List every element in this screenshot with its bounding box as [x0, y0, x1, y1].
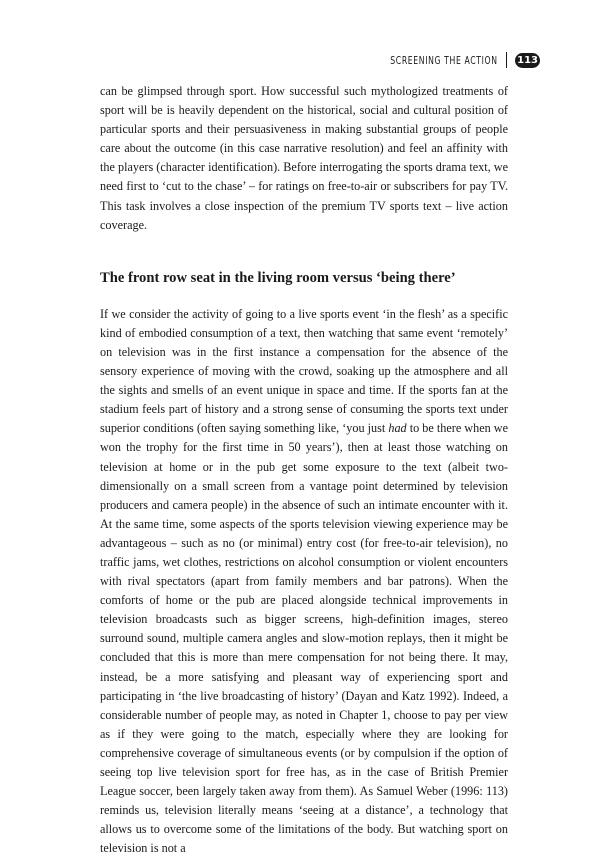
section-heading: The front row seat in the living room versus ‘being there’	[100, 269, 456, 286]
paragraph-main-text-2: to be there when we won the trophy for the first time in 50 years’), then at least those watching on television at home or in the pub get some exposure to the text (albeit two-dimensionally on a small screen from a vantage point determined by television producers and camera people) in the absence of such an intimate encounter with it. At the same time, some aspects of the sports television viewing experience may be advantageous – such as no (or minimal) entry cost (for free-to-air television), no traffic jams, wet clothes, restrictions on alcohol consumption or violent encounters with rival spectators (apart from family members and bar patrons). When the comforts of home or the pub are placed alongside technical improvements in television broadcasts such as bigger screens, high-definition images, stereo surround sound, multiple camera angles and slow-motion replays, then it might be concluded that this is more than mere compensation for not being there. It may, instead, be a more satisfying and pleasant way of experiencing sport and participating in ‘the live broadcasting of history’ (Dayan and Katz 1992). Indeed, a considerable number of people may, as noted in Chapter 1, choose to pay per view as if they were going to the match, especially where they are looking for comprehensive coverage of simultaneous events (or by compulsion if the option of seeing top live television sport for free has, as in the case of British Premier League soccer, been largely taken away from them). As Samuel Weber (1996: 113) reminds us, television literally means ‘seeing at a distance’, a technology that allows us to overcome some of the limitations of the body. But watching sport on television is not a	[100, 421, 509, 856]
page-body	[100, 82, 508, 858]
paragraph-main	[100, 305, 508, 858]
header-divider	[506, 52, 508, 68]
page-header	[360, 50, 540, 70]
page-number-badge: 113	[517, 54, 538, 66]
emphasis-had: had	[388, 421, 407, 436]
paragraph-intro: can be glimpsed through sport. How successful such mythologized treatments of sport will be is heavily dependent on the historical, social and cultural position of particular sports and their persuasiveness in making substantial groups of people care about the outcome (in this case narrative resolution) and feel an affinity with the players (character identification). Before interrogating the sports drama text, we need first to ‘cut to the chase’ – for ratings on free-to-air or subscribers for pay TV. This task involves a close inspection of the premium TV sports text – live action coverage.	[100, 84, 508, 232]
running-head: SCREENING THE ACTION	[390, 53, 498, 67]
paragraph-main-text-1: If we consider the activity of going to a live sports event ‘in the flesh’ as a specific kind of embodied consumption of a text, then watching that same event ‘remotely’ on television was in the first instance a compensation for the absence of the sensory experience of moving with the crowd, soaking up the atmosphere and all the sights and smells of an event unique in space and time. If the sports fan at the stadium feels part of history and a strong sense of consuming the sports text under superior conditions (often saying something like, ‘you just	[100, 306, 508, 436]
